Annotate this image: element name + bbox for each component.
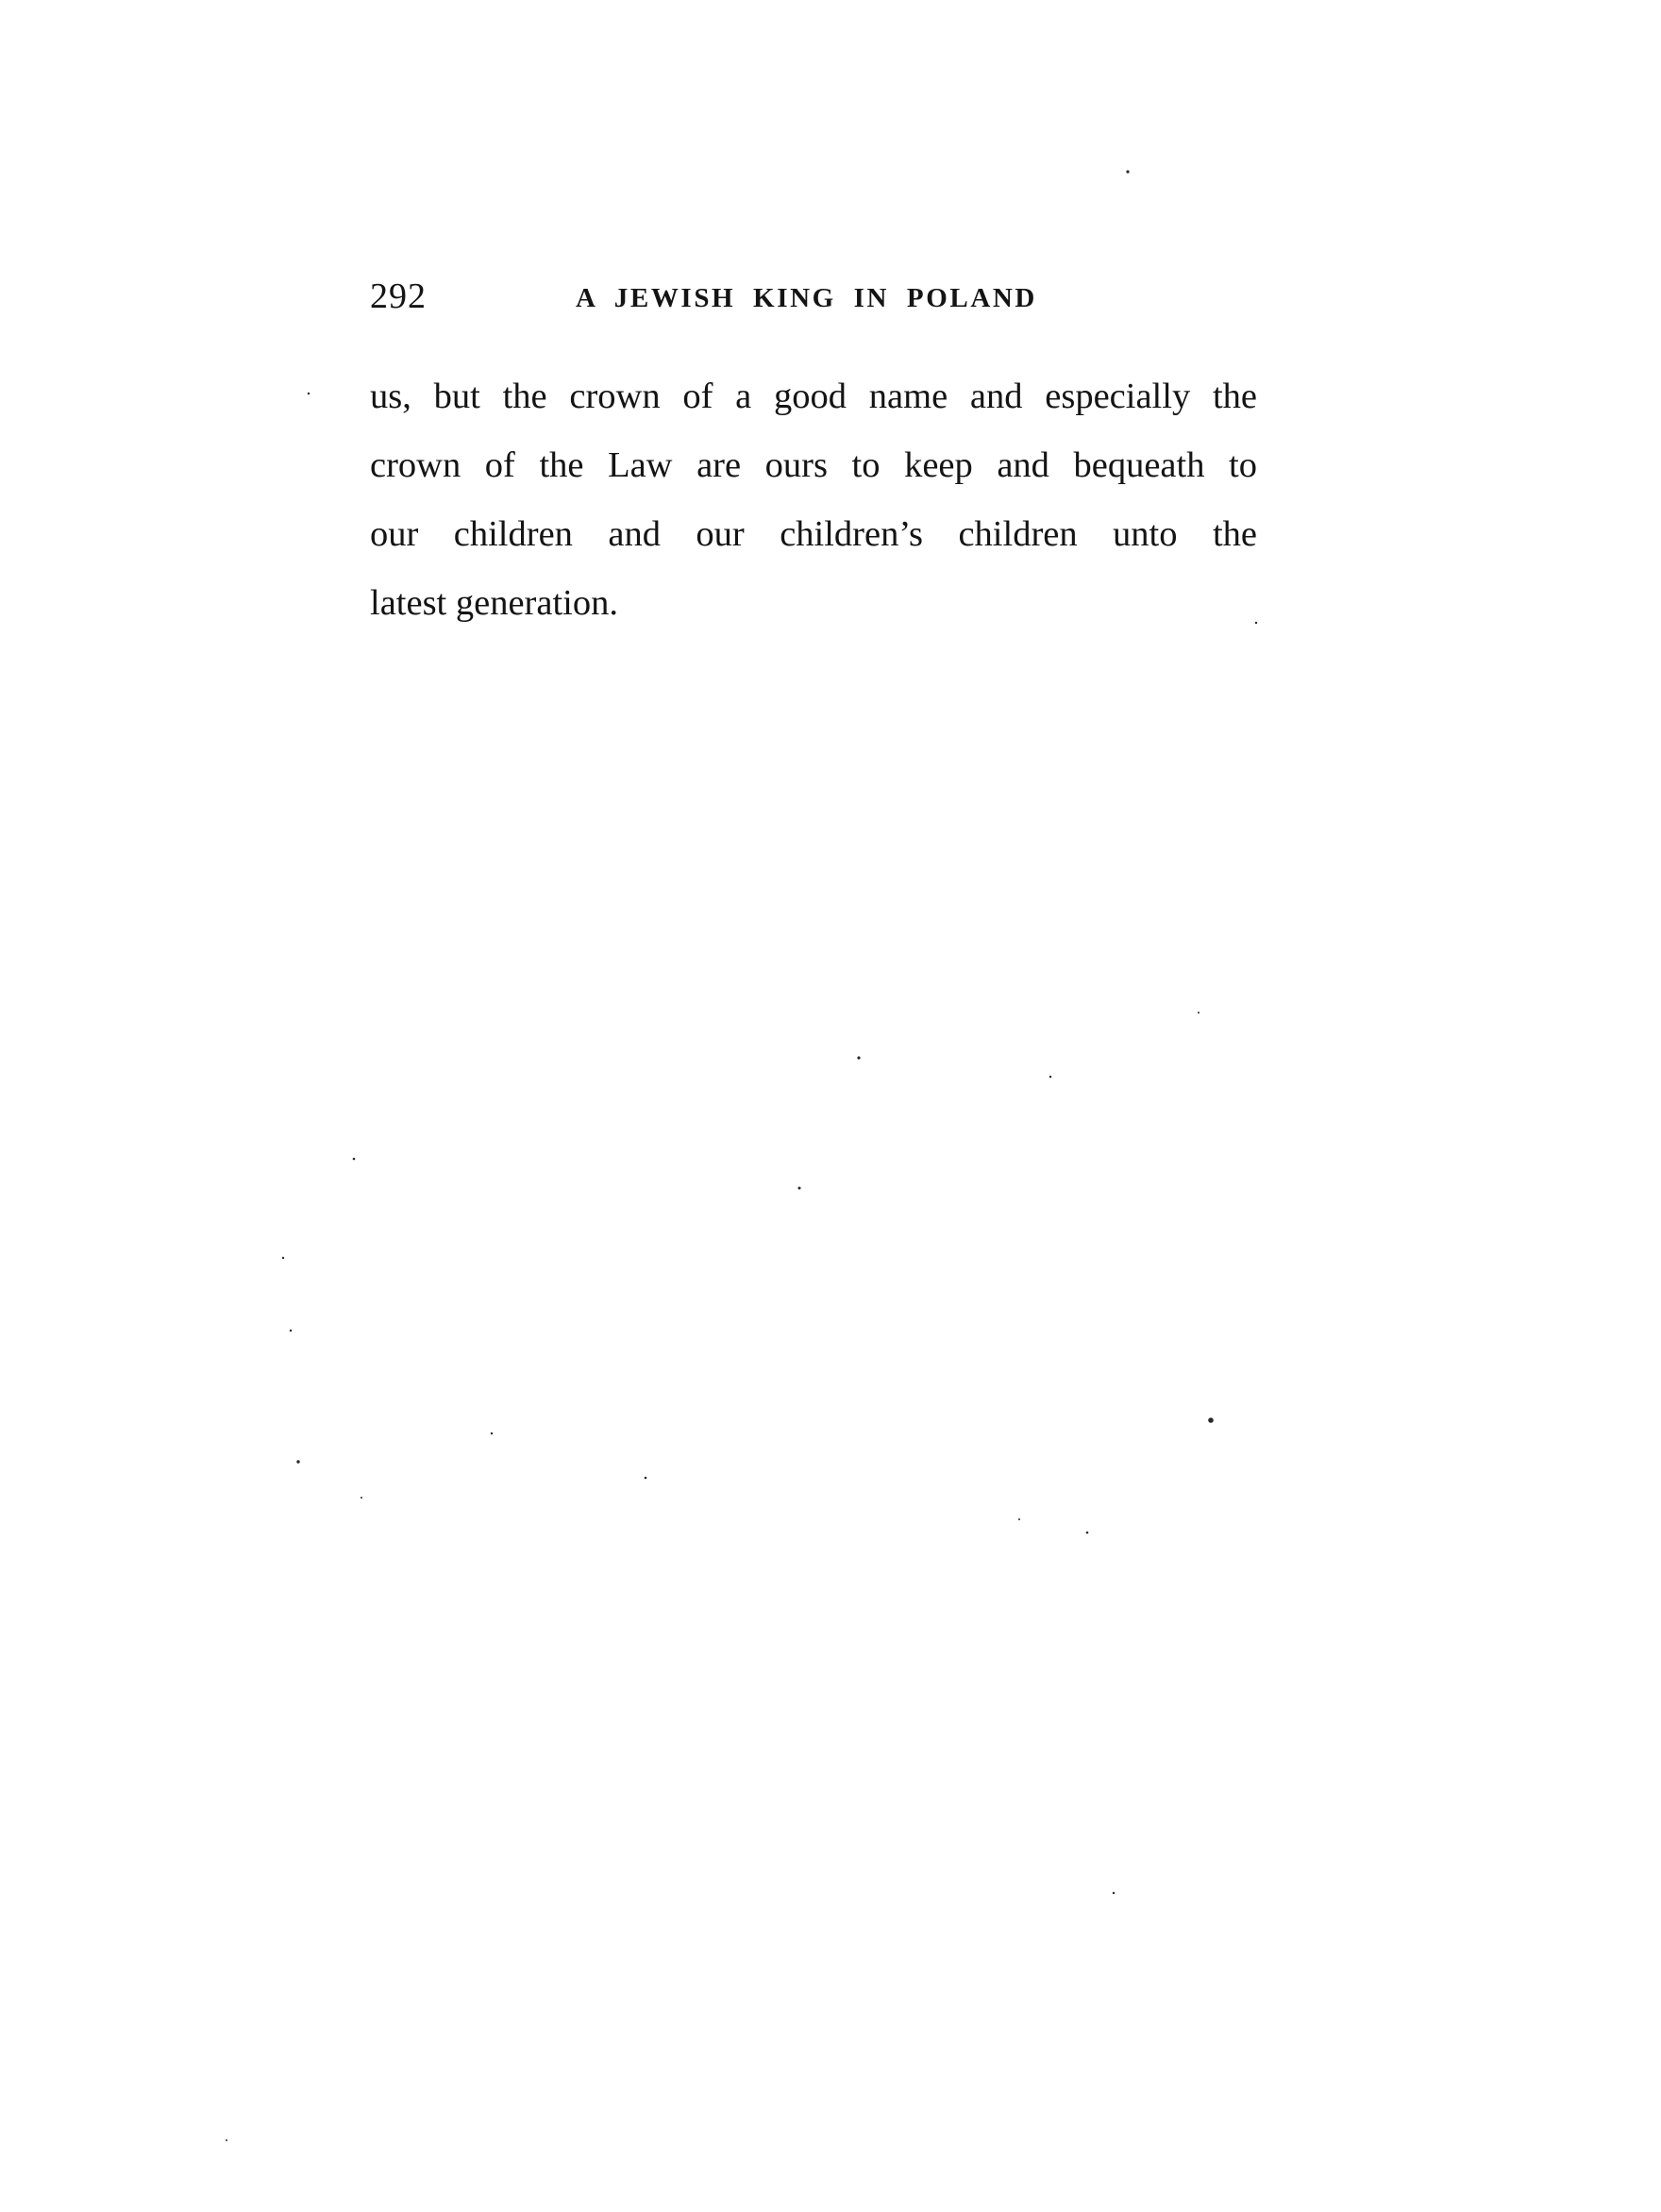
scan-speck: [1126, 170, 1129, 173]
scan-speck: [226, 2139, 227, 2141]
scan-speck: [296, 1460, 299, 1463]
running-head: [370, 276, 1257, 321]
body-line: our children and our children’s children unto the: [370, 514, 1257, 554]
scan-speck: [1113, 1892, 1115, 1894]
scan-speck: [308, 393, 310, 394]
scan-speck: [1086, 1532, 1089, 1534]
scan-speck: [857, 1056, 860, 1059]
scan-speck: [1049, 1076, 1051, 1078]
scan-speck: [798, 1187, 801, 1190]
running-title: A JEWISH KING IN POLAND: [576, 283, 1037, 313]
scan-speck: [1198, 1012, 1200, 1014]
scan-speck: [1018, 1518, 1020, 1520]
scan-speck: [290, 1330, 292, 1332]
body-line: latest generation.: [370, 583, 618, 623]
body-paragraph: [370, 362, 1257, 638]
scan-speck: [282, 1257, 284, 1259]
scan-speck: [491, 1433, 493, 1434]
page-number: 292: [370, 276, 427, 316]
body-line: us, but the crown of a good name and especially the: [370, 377, 1257, 416]
scan-speck: [361, 1497, 362, 1499]
scan-speck: [353, 1158, 356, 1161]
body-line: crown of the Law are ours to keep and bequeath to: [370, 445, 1257, 485]
scan-speck: [1208, 1417, 1214, 1423]
scan-speck: [645, 1477, 647, 1480]
